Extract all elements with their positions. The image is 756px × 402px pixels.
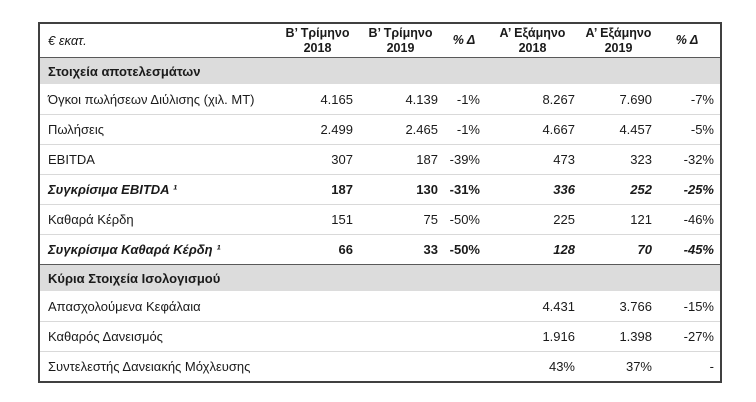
row-label: Συγκρίσιμα Καθαρά Κέρδη ¹ [48, 242, 221, 257]
value-cell: 187 [416, 152, 438, 167]
value-cell: 151 [331, 212, 353, 227]
value-cell: -50% [449, 242, 480, 257]
value-cell: 1.398 [619, 329, 652, 344]
value-cell: -50% [449, 212, 480, 227]
column-header-line1: Α’ Εξάμηνο [499, 25, 566, 40]
value-cell: 473 [553, 152, 575, 167]
row-label: Πωλήσεις [48, 122, 104, 137]
value-cell: -1% [456, 91, 480, 107]
column-header-q2-2019 [361, 26, 446, 56]
value-cell: 4.667 [542, 122, 575, 137]
row-label: Συντελεστής Δανειακής Μόχλευσης [48, 359, 251, 374]
value-cell: -39% [449, 152, 480, 167]
row-label: EBITDA [48, 152, 95, 167]
value-cell: 75 [423, 212, 438, 227]
value-cell: 2.465 [405, 122, 438, 137]
value-cell: -32% [683, 152, 714, 167]
row-label: Απασχολούμενα Κεφάλαια [48, 298, 201, 314]
row-label: Καθαρά Κέρδη [48, 212, 134, 227]
value-cell: 4.139 [405, 91, 438, 107]
table-row-capital-employed [40, 291, 720, 321]
section-title: Στοιχεία αποτελεσμάτων [48, 63, 201, 79]
table-row-net-debt [40, 321, 720, 351]
table-row-comparable-net-income [40, 234, 720, 264]
value-cell: 1.916 [542, 329, 575, 344]
value-cell: 336 [553, 182, 575, 197]
financial-results-table [38, 22, 722, 383]
column-header-line1: Β’ Τρίμηνο [285, 25, 350, 40]
value-cell: 4.165 [320, 91, 353, 107]
value-cell: -7% [690, 91, 714, 107]
value-cell: 7.690 [619, 91, 652, 107]
table-row-gearing-ratio [40, 351, 720, 381]
section-header-results [40, 57, 720, 84]
value-cell: -45% [683, 242, 714, 257]
column-header-pct-delta-quarter [446, 33, 488, 48]
table-row-refining-sales-volume [40, 84, 720, 114]
table-row-net-income [40, 204, 720, 234]
column-header-line1: % Δ [452, 33, 476, 47]
value-cell: 33 [423, 242, 438, 257]
column-header-line1: % Δ [675, 33, 699, 47]
column-header-line2: 2019 [386, 40, 415, 55]
value-cell: 43% [548, 359, 575, 374]
value-cell: 307 [331, 152, 353, 167]
value-cell: 121 [630, 212, 652, 227]
value-cell: -15% [683, 298, 714, 314]
value-cell: 2.499 [320, 122, 353, 137]
value-cell: 128 [553, 242, 575, 257]
value-cell: -31% [449, 182, 480, 197]
value-cell: 3.766 [619, 298, 652, 314]
value-cell: 37% [625, 359, 652, 374]
column-header-h1-2019 [583, 26, 660, 56]
row-label: Όγκοι πωλήσεων Διύλισης (χιλ. ΜΤ) [48, 91, 255, 107]
column-header-line2: 2018 [303, 40, 332, 55]
value-cell: -27% [683, 329, 714, 344]
column-header-h1-2018 [488, 26, 583, 56]
value-cell: 252 [630, 182, 652, 197]
value-cell: -5% [690, 122, 714, 137]
value-cell: 8.267 [542, 91, 575, 107]
column-header-line2: 2019 [604, 40, 633, 55]
table-row-sales [40, 114, 720, 144]
value-cell: 4.457 [619, 122, 652, 137]
value-cell: -25% [683, 182, 714, 197]
value-cell: 187 [331, 182, 353, 197]
value-cell: 4.431 [542, 298, 575, 314]
column-header-pct-delta-half [660, 33, 720, 48]
value-cell: 70 [637, 242, 652, 257]
section-header-balance-sheet [40, 264, 720, 291]
value-cell: 130 [416, 182, 438, 197]
table-row-ebitda [40, 144, 720, 174]
value-cell: - [709, 359, 714, 374]
value-cell: 66 [338, 242, 353, 257]
value-cell: 225 [553, 212, 575, 227]
column-header-q2-2018 [280, 26, 361, 56]
column-header-line1: Β’ Τρίμηνο [368, 25, 433, 40]
table-row-comparable-ebitda [40, 174, 720, 204]
row-label: Καθαρός Δανεισμός [48, 329, 163, 344]
column-header-line2: 2018 [518, 40, 547, 55]
value-cell: 323 [630, 152, 652, 167]
column-header-line1: Α’ Εξάμηνο [585, 25, 652, 40]
row-label: Συγκρίσιμα EBITDA ¹ [48, 182, 178, 197]
header-row [40, 24, 720, 57]
value-cell: -1% [456, 122, 480, 137]
section-title: Κύρια Στοιχεία Ισολογισμού [48, 270, 221, 286]
value-cell: -46% [683, 212, 714, 227]
unit-label: € εκατ. [48, 33, 87, 48]
